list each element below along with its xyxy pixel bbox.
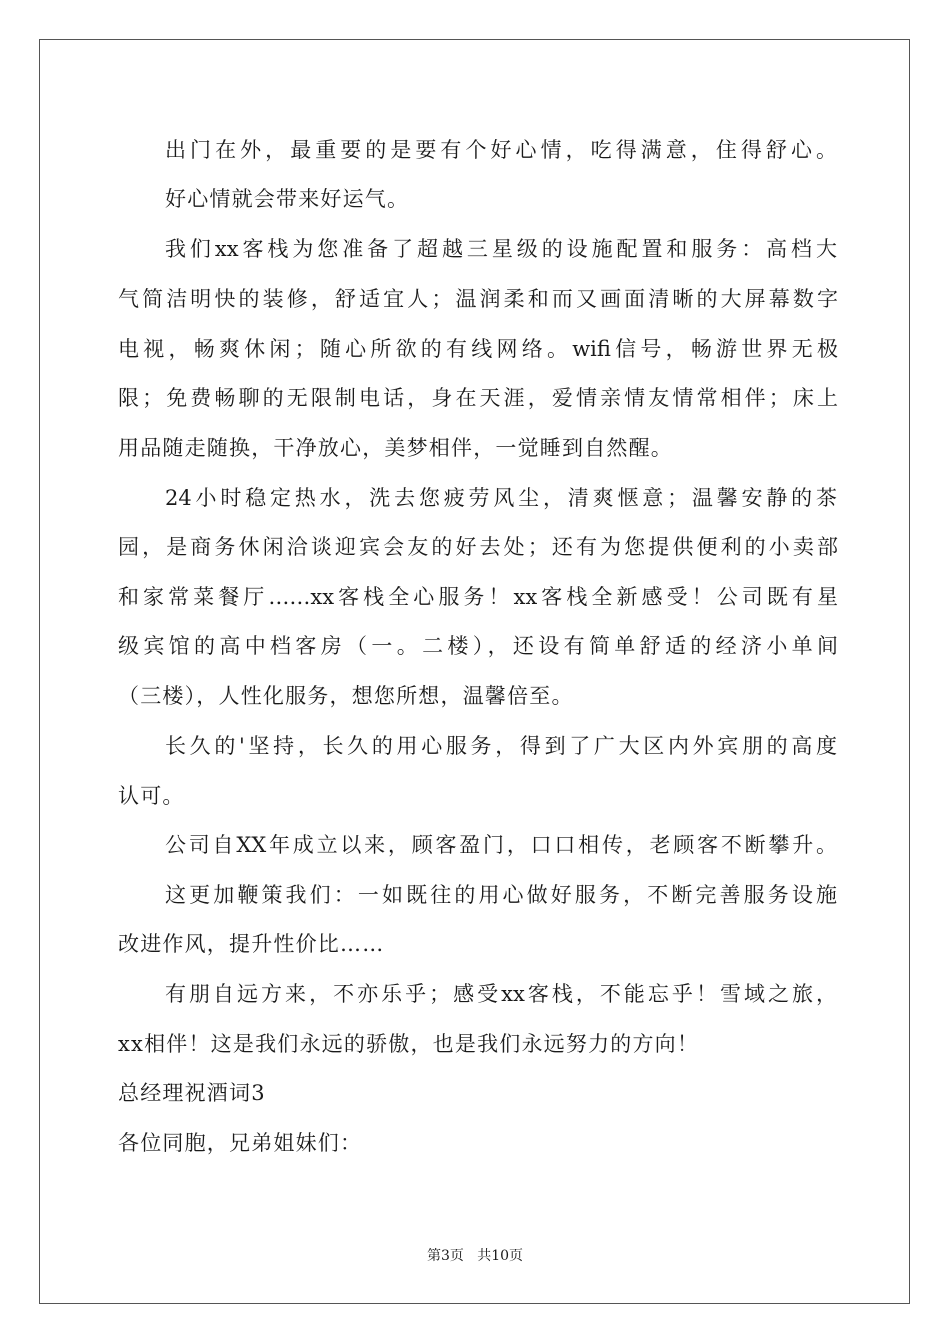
text-line: 出门在外，最重要的是要有个好心情，吃得满意，住得舒心。	[165, 138, 837, 162]
text-line: 认可。	[118, 784, 185, 808]
text-line: 级宾馆的高中档客房（一。二楼），还设有简单舒适的经济小单间	[118, 634, 838, 658]
text-line: 气简洁明快的装修，舒适宜人；温润柔和而又画面清晰的大屏幕数字	[118, 287, 838, 311]
text-line: 我们xx客栈为您准备了超越三星级的设施配置和服务：高档大	[165, 237, 837, 261]
text-line: 园，是商务休闲洽谈迎宾会友的好去处；还有为您提供便利的小卖部	[118, 535, 838, 559]
page-number-footer: 第3页 共10页	[426, 1248, 524, 1264]
text-line: 这更加鞭策我们：一如既往的用心做好服务，不断完善服务设施	[165, 883, 837, 907]
text-line: xx相伴！这是我们永远的骄傲，也是我们永远努力的方向！	[118, 1032, 700, 1056]
page-border	[39, 39, 910, 1304]
text-line: 好心情就会带来好运气。	[165, 187, 410, 211]
text-line: 有朋自远方来，不亦乐乎；感受xx客栈，不能忘乎！雪域之旅，	[165, 982, 837, 1006]
section-heading: 总经理祝酒词3	[118, 1081, 266, 1105]
text-line: 和家常菜餐厅……xx客栈全心服务！xx客栈全新感受！公司既有星	[118, 585, 838, 609]
text-line: 长久的'坚持，长久的用心服务，得到了广大区内外宾朋的高度	[165, 734, 837, 758]
text-line: 改进作风，提升性价比……	[118, 932, 385, 956]
greeting-line: 各位同胞，兄弟姐妹们：	[118, 1131, 363, 1155]
text-line: 电视，畅爽休闲；随心所欲的有线网络。wifi信号，畅游世界无极	[118, 337, 838, 361]
text-line: 限；免费畅聊的无限制电话，身在天涯，爱情亲情友情常相伴；床上	[118, 386, 838, 410]
text-line: 用品随走随换，干净放心，美梦相伴，一觉睡到自然醒。	[118, 436, 673, 460]
text-line: 公司自XX年成立以来，顾客盈门，口口相传，老顾客不断攀升。	[165, 833, 837, 857]
text-line: 24小时稳定热水，洗去您疲劳风尘，清爽惬意；温馨安静的茶	[165, 486, 837, 510]
text-line: （三楼），人性化服务，想您所想，温馨倍至。	[118, 684, 574, 708]
